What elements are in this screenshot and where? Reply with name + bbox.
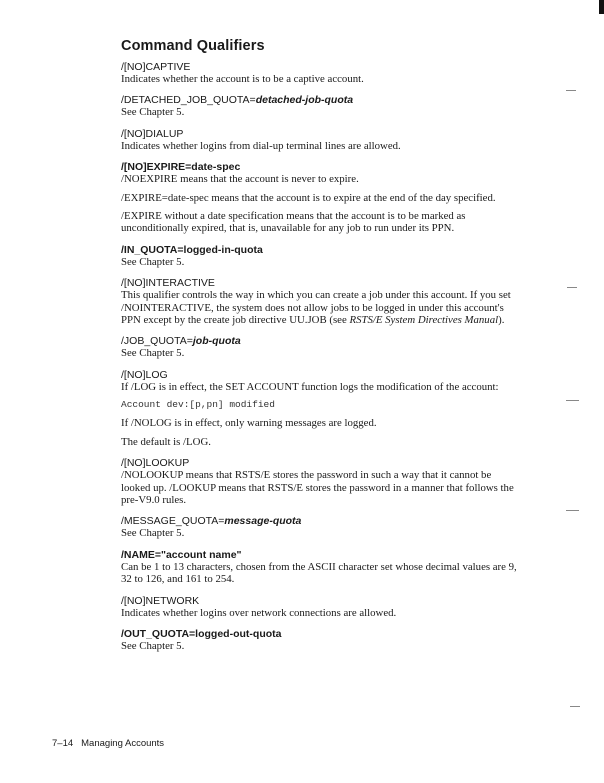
qualifier-name: /[NO]CAPTIVE [121,61,191,73]
scan-margin-mark [567,287,577,288]
qualifier-name: /[NO]LOG [121,368,168,381]
qualifier-entry-dialup [121,128,521,152]
manual-reference: RSTS/E System Directives Manual [349,314,499,327]
qualifier-entry-captive [121,61,521,85]
scan-margin-mark [570,706,580,707]
qualifier-name: /OUT_QUOTA=logged-out-quota [121,627,282,640]
scan-margin-mark [566,400,579,401]
qualifier-name: /[NO]EXPIRE=date-spec [121,161,241,174]
qualifier-description [121,289,521,326]
qualifier-description: See Chapter 5. [121,255,185,268]
qualifier-name: /[NO]NETWORK [121,594,200,607]
qualifier-name: /[NO]INTERACTIVE [121,277,215,290]
description-text: This qualifier controls the way in which you can create a job under this account. If you set /NOINTERACTIVE, the system does not allow jobs to be logged in under this account's PPN except by the create job directive UU.JOB (see [121,289,511,327]
qualifier-prefix: /DETACHED_JOB_QUOTA= [121,94,256,107]
qualifier-description: /NOEXPIRE means that the account is never to expire. [121,173,359,186]
qualifier-entry-job-quota [121,335,521,359]
qualifier-description: See Chapter 5. [121,106,185,119]
qualifier-description: If /LOG is in effect, the SET ACCOUNT function logs the modification of the account: [121,380,499,393]
scan-margin-mark [566,510,579,511]
example-output: Account dev:[p,pn] modified [121,399,275,411]
qualifier-description: Can be 1 to 13 characters, chosen from the ASCII character set whose decimal values are 9, 32 to 126, and 161 to 254. [121,560,517,586]
scan-corner-mark [599,0,604,14]
qualifier-entry-lookup [121,457,521,506]
qualifier-argument: detached-job-quota [255,94,354,107]
qualifier-entry-out-quota [121,628,521,652]
page-footer [52,738,164,749]
qualifier-argument: message-quota [224,515,302,528]
qualifier-description: The default is /LOG. [121,435,211,448]
qualifier-description: See Chapter 5. [121,527,185,540]
qualifier-name: /NAME="account name" [121,548,242,561]
qualifier-entry-interactive [121,277,521,326]
description-text: ). [498,314,505,327]
page-number: 7–14 [52,738,74,749]
qualifier-entry-expire [121,161,521,235]
qualifier-entry-network [121,595,521,619]
qualifier-argument: job-quota [192,335,241,348]
scan-margin-mark [566,90,576,91]
qualifier-name: /[NO]DIALUP [121,127,184,140]
qualifier-description: See Chapter 5. [121,639,185,652]
qualifiers-section [121,38,521,661]
qualifier-description: Indicates whether the account is to be a captive account. [121,73,364,85]
qualifier-description: Indicates whether logins over network connections are allowed. [121,606,397,619]
qualifier-description: See Chapter 5. [121,347,185,360]
chapter-title: Managing Accounts [81,738,165,749]
qualifier-entry-detached-job-quota [121,94,521,118]
qualifier-entry-log [121,369,521,448]
qualifier-name: /[NO]LOOKUP [121,457,190,470]
qualifier-description: /EXPIRE=date-spec means that the account is to expire at the end of the day specified. [121,191,496,204]
qualifier-description: Indicates whether logins from dial-up terminal lines are allowed. [121,139,401,152]
qualifier-name [121,515,521,527]
qualifier-name: /IN_QUOTA=logged-in-quota [121,243,263,256]
qualifier-description: /NOLOOKUP means that RSTS/E stores the password in such a way that it cannot be looked up. /LOOKUP means that RSTS/E stores the password in a manner that follows the pre-V9.0 rules. [121,469,514,506]
qualifier-description: If /NOLOG is in effect, only warning messages are logged. [121,417,377,430]
qualifier-name [121,335,521,347]
qualifier-entry-name [121,549,521,586]
section-title: Command Qualifiers [121,38,265,54]
qualifier-entry-in-quota [121,244,521,268]
qualifier-name [121,94,521,106]
qualifier-description: /EXPIRE without a date specification means that the account is to be marked as unconditionally expired, that is, unavailable for any job to run under its PPN. [121,210,466,235]
qualifier-entry-message-quota [121,515,521,539]
qualifier-prefix: /JOB_QUOTA= [121,335,193,348]
qualifier-prefix: /MESSAGE_QUOTA= [121,515,225,528]
